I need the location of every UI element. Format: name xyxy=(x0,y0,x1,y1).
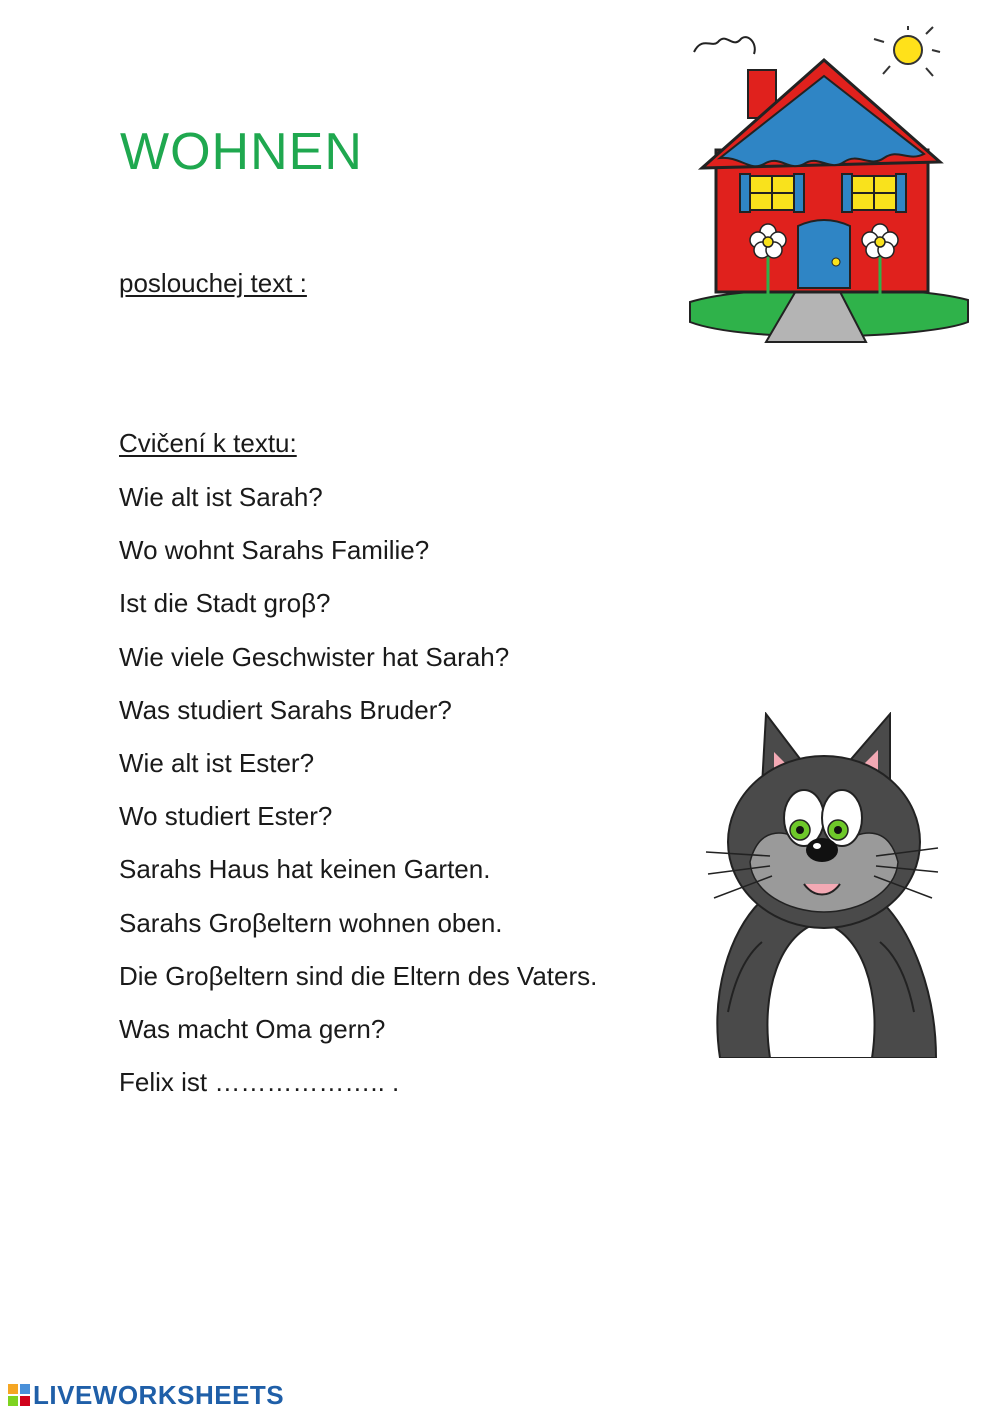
question-item: Felix ist ……………….. . xyxy=(119,1067,400,1098)
question-item: Die Groβeltern sind die Eltern des Vaters. xyxy=(119,960,598,991)
sun-icon xyxy=(874,26,940,76)
question-item: Wo studiert Ester? xyxy=(119,801,333,832)
question-item: Wo wohnt Sarahs Familie? xyxy=(119,535,430,566)
question-item: Wie viele Geschwister hat Sarah? xyxy=(119,641,510,672)
question-list xyxy=(119,480,597,1118)
question-item: Wie alt ist Sarah? xyxy=(119,482,323,512)
question-item: Wie alt ist Ester? xyxy=(119,747,315,778)
question-item: Sarahs Groβeltern wohnen oben. xyxy=(119,907,503,938)
question-item: Ist die Stadt groβ? xyxy=(119,588,331,619)
question-item: Was macht Oma gern? xyxy=(119,1013,386,1044)
footer-brand xyxy=(8,1380,284,1410)
house-illustration xyxy=(688,22,970,344)
page-title: WOHNEN xyxy=(120,123,363,181)
question-item: Was studiert Sarahs Bruder? xyxy=(119,694,452,725)
cat-illustration xyxy=(700,712,942,1058)
exercise-label: Cvičení k textu: xyxy=(119,428,297,458)
liveworksheets-logo-icon xyxy=(8,1384,30,1406)
brand-name: LIVEWORKSHEETS xyxy=(33,1379,285,1410)
question-item: Sarahs Haus hat keinen Garten. xyxy=(119,854,491,885)
listen-label: poslouchej text : xyxy=(119,268,307,298)
